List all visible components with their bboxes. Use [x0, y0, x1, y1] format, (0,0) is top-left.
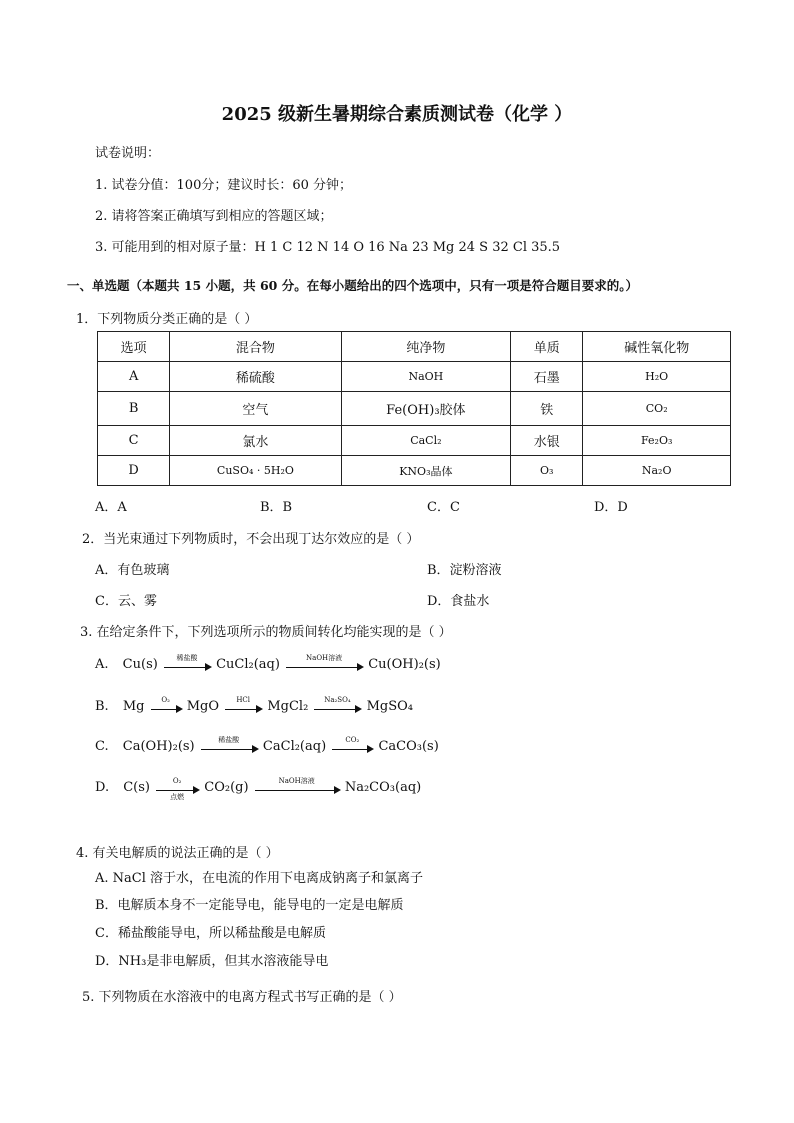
table-cell: Fe(OH)₃胶体	[341, 392, 511, 426]
q4-option-c[interactable]: C．稀盐酸能导电，所以稀盐酸是电解质	[95, 926, 326, 941]
page-title: 2025 级新生暑期综合素质测试卷（化学 ）	[221, 104, 573, 125]
reaction-arrow-icon	[225, 696, 261, 710]
table-cell: H₂O	[583, 362, 731, 392]
reaction-condition: NaOH溶液	[306, 654, 343, 662]
option-label: A.	[95, 657, 109, 672]
q1-classification-table	[97, 331, 731, 486]
table-header: 碱性氧化物	[583, 332, 731, 362]
instructions-heading: 试卷说明：	[95, 146, 161, 161]
q1-option-b[interactable]: B．B	[260, 500, 293, 515]
option-label: C.	[95, 739, 109, 754]
q1-option-c[interactable]: C．C	[427, 500, 460, 515]
table-cell: NaOH	[341, 362, 511, 392]
option-label: B.	[95, 699, 109, 714]
q4-option-a[interactable]: A. NaCl 溶于水，在电流的作用下电离成钠离子和氯离子	[95, 871, 424, 886]
table-cell: 水银	[511, 426, 583, 456]
q3-option-c[interactable]	[95, 736, 439, 754]
q3-option-d[interactable]	[95, 777, 422, 801]
q1-stem: 1．下列物质分类正确的是（ ）	[76, 312, 258, 327]
product: Cu(OH)₂(s)	[368, 657, 441, 672]
product: CaCl₂(aq)	[262, 739, 327, 754]
product: CO₂(g)	[204, 780, 249, 795]
reaction-condition: NaOH溶液	[278, 777, 315, 785]
table-cell: Fe₂O₃	[583, 426, 731, 456]
table-cell: A	[98, 362, 170, 392]
reaction-condition: HCl	[236, 696, 251, 704]
q4-option-b[interactable]: B．电解质本身不一定能导电，能导电的一定是电解质	[95, 898, 404, 913]
reaction-condition: 稀盐酸	[218, 736, 240, 744]
reactant: Cu(s)	[122, 657, 158, 672]
table-row	[98, 392, 731, 426]
reaction-condition: 稀盐酸	[176, 654, 198, 662]
q5-stem: 5. 下列物质在水溶液中的电离方程式书写正确的是（ ）	[82, 990, 402, 1005]
reaction-arrow-icon	[156, 777, 198, 801]
product: MgO	[186, 699, 220, 714]
reaction-condition: Na₂SO₄	[324, 696, 351, 704]
option-label: D.	[95, 780, 110, 795]
reactant: Mg	[122, 699, 145, 714]
q3-option-b[interactable]	[95, 696, 413, 714]
reaction-condition: 点燃	[170, 793, 185, 801]
q3-stem: 3. 在给定条件下，下列选项所示的物质间转化均能实现的是（ ）	[80, 625, 452, 640]
reaction-arrow-icon	[255, 777, 339, 791]
table-cell: 空气	[170, 392, 341, 426]
reactant: C(s)	[123, 780, 150, 795]
q2-option-c[interactable]: C．云、雾	[95, 594, 157, 609]
q1-option-d[interactable]: D．D	[594, 500, 628, 515]
instruction-item: 1. 试卷分值：100分；建议时长：60 分钟；	[95, 178, 353, 193]
table-cell: C	[98, 426, 170, 456]
table-cell: D	[98, 456, 170, 486]
table-cell: KNO₃晶体	[341, 456, 511, 486]
q2-option-d[interactable]: D．食盐水	[427, 594, 490, 609]
table-header-row	[98, 332, 731, 362]
reactant: Ca(OH)₂(s)	[122, 739, 195, 754]
table-cell: O₃	[511, 456, 583, 486]
reaction-arrow-icon	[332, 736, 372, 750]
q4-stem: 4. 有关电解质的说法正确的是（ ）	[76, 846, 279, 861]
table-header: 混合物	[170, 332, 341, 362]
table-header: 选项	[98, 332, 170, 362]
table-row	[98, 426, 731, 456]
reaction-arrow-icon	[201, 736, 257, 750]
reaction-arrow-icon	[314, 696, 360, 710]
product: CuCl₂(aq)	[216, 657, 280, 672]
q2-option-a[interactable]: A．有色玻璃	[95, 563, 170, 578]
section-heading: 一、单选题（本题共 15 小题，共 60 分。在每小题给出的四个选项中，只有一项是符合题目要求的。）	[67, 278, 638, 293]
table-cell: 稀硫酸	[170, 362, 341, 392]
reaction-arrow-icon	[151, 696, 181, 710]
reaction-condition: CO₂	[345, 736, 360, 744]
reaction-condition: O₂	[161, 696, 170, 704]
table-cell: 氯水	[170, 426, 341, 456]
table-header: 单质	[511, 332, 583, 362]
q3-option-a[interactable]	[95, 654, 441, 672]
product: CaCO₃(s)	[378, 739, 439, 754]
table-row	[98, 456, 731, 486]
reaction-condition: O₂	[172, 777, 182, 785]
table-cell: B	[98, 392, 170, 426]
table-cell: Na₂O	[583, 456, 731, 486]
instruction-item: 3. 可能用到的相对原子量：H 1 C 12 N 14 O 16 Na 23 Mg 24 S 32 Cl 35.5	[95, 240, 561, 255]
q1-option-a[interactable]: A．A	[95, 500, 127, 515]
product: MgCl₂	[267, 699, 309, 714]
table-cell: CuSO₄ · 5H₂O	[170, 456, 341, 486]
product: Na₂CO₃(aq)	[344, 780, 422, 795]
table-cell: CO₂	[583, 392, 731, 426]
table-cell: CaCl₂	[341, 426, 511, 456]
q2-option-b[interactable]: B．淀粉溶液	[427, 563, 502, 578]
table-cell: 石墨	[511, 362, 583, 392]
table-row	[98, 362, 731, 392]
table-cell: 铁	[511, 392, 583, 426]
q2-stem: 2．当光束通过下列物质时，不会出现丁达尔效应的是（ ）	[82, 532, 420, 547]
q4-option-d[interactable]: D．NH₃是非电解质，但其水溶液能导电	[95, 954, 329, 969]
table-header: 纯净物	[341, 332, 511, 362]
reaction-arrow-icon	[164, 654, 210, 668]
instruction-item: 2. 请将答案正确填写到相应的答题区域；	[95, 209, 333, 224]
product: MgSO₄	[366, 699, 413, 714]
reaction-arrow-icon	[286, 654, 362, 668]
